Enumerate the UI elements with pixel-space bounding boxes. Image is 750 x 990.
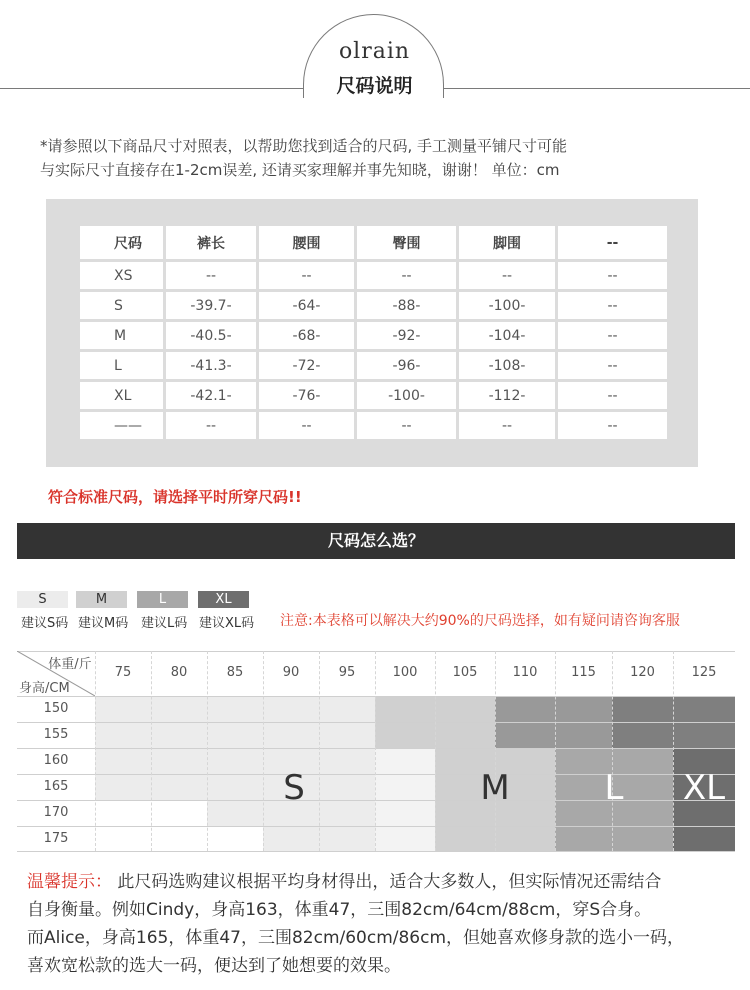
header-cell: 尺码 [80, 226, 163, 259]
grid-row-line [17, 851, 735, 852]
zone-label-s: S [283, 768, 305, 808]
legend-swatch-s: S [17, 591, 68, 608]
size-table-panel [46, 199, 698, 467]
grid-row-line [17, 722, 735, 723]
header-badge [303, 14, 444, 98]
table-cell: XL [80, 382, 163, 409]
legend-item-m [76, 591, 129, 631]
size-zone-cell [207, 826, 263, 851]
table-cell: -41.3- [166, 352, 256, 379]
tip-text-1: 此尺码选购建议根据平均身材得出，适合大多数人，但实际情况还需结合 [112, 872, 662, 892]
table-cell: -72- [259, 352, 354, 379]
legend-swatch-l: L [137, 591, 188, 608]
corner-label-height: 身高/CM [19, 681, 70, 696]
grid-col-line [151, 651, 152, 851]
zone-label-m: M [480, 768, 510, 808]
height-tick-label: 150 [43, 701, 69, 716]
table-row [80, 352, 667, 379]
legend-item-l [137, 591, 188, 631]
grid-col-line [319, 651, 320, 851]
grid-col-line [207, 651, 208, 851]
intro-line-2: 与实际尺寸直接存在1-2cm误差, 还请买家理解并事先知晓，谢谢！ 单位：cm [40, 161, 560, 179]
grid-col-line [673, 651, 674, 851]
table-cell: S [80, 292, 163, 319]
table-row [80, 412, 667, 439]
legend-caption-s: 建议S码 [21, 616, 69, 631]
height-tick-label: 160 [43, 753, 69, 768]
legend-caption-m: 建议M码 [78, 616, 129, 631]
weight-tick-label: 100 [392, 665, 418, 680]
grid-row-line [17, 826, 735, 827]
section-banner: 尺码怎么选？ [17, 523, 735, 559]
table-cell: -40.5- [166, 322, 256, 349]
weight-tick-label: 85 [226, 665, 244, 680]
legend-caption-l: 建议L码 [141, 616, 188, 631]
size-table [77, 223, 670, 442]
legend-note: 注意:本表格可以解决大约90%的尺码选择，如有疑问请咨询客服 [280, 613, 680, 629]
table-cell: -- [558, 322, 667, 349]
weight-tick-label: 105 [452, 665, 478, 680]
table-cell: -39.7- [166, 292, 256, 319]
header-cell: 脚围 [459, 226, 555, 259]
table-row [80, 292, 667, 319]
table-cell: -- [259, 412, 354, 439]
table-header-row [80, 226, 667, 259]
grid-col-line [95, 651, 96, 851]
table-cell: -- [357, 262, 456, 289]
table-cell: -100- [459, 292, 555, 319]
intro-text [40, 134, 720, 182]
table-row [80, 262, 667, 289]
height-tick-label: 155 [43, 727, 69, 742]
table-cell: -68- [259, 322, 354, 349]
zone-label-l: L [604, 768, 624, 808]
weight-tick-label: 110 [512, 665, 538, 680]
corner-label-weight: 体重/斤 [48, 657, 92, 672]
weight-tick-label: 115 [571, 665, 596, 680]
table-cell: -- [558, 382, 667, 409]
grid-row-line [17, 696, 735, 697]
legend-swatch-m: M [76, 591, 127, 608]
height-tick-label: 175 [43, 831, 69, 846]
weight-tick-label: 95 [338, 665, 356, 680]
grid-col-line [435, 651, 436, 851]
table-cell: M [80, 322, 163, 349]
table-cell: -42.1- [166, 382, 256, 409]
legend-item-xl [198, 591, 255, 631]
grid-col-line [495, 651, 496, 851]
grid-col-line [375, 651, 376, 851]
weight-tick-label: 80 [170, 665, 188, 680]
table-cell: L [80, 352, 163, 379]
size-zone-cell [151, 826, 207, 851]
table-cell: -112- [459, 382, 555, 409]
table-cell: -- [259, 262, 354, 289]
brand-logo: olrain [338, 39, 411, 64]
tip-line-3: 而Alice，身高165，体重47，三围82cm/60cm/86cm，但她喜欢修身款的选小一码， [27, 928, 685, 948]
weight-tick-label: 120 [630, 665, 655, 680]
table-cell: -88- [357, 292, 456, 319]
table-cell: -76- [259, 382, 354, 409]
size-zone-cell [151, 800, 207, 826]
header-cell: 腰围 [259, 226, 354, 259]
grid-row-line [17, 651, 735, 652]
table-cell: -- [166, 262, 256, 289]
table-cell: -- [558, 352, 667, 379]
table-cell: —— [80, 412, 163, 439]
grid-col-line [263, 651, 264, 851]
table-cell: -92- [357, 322, 456, 349]
table-cell: -108- [459, 352, 555, 379]
tip-text [27, 868, 745, 980]
table-cell: -96- [357, 352, 456, 379]
height-tick-label: 165 [43, 779, 69, 794]
table-cell: -- [558, 292, 667, 319]
table-cell: -104- [459, 322, 555, 349]
size-notice: 符合标准尺码，请选择平时所穿尺码!! [48, 488, 302, 506]
table-cell: -- [357, 412, 456, 439]
table-row [80, 382, 667, 409]
height-tick-label: 170 [43, 805, 69, 820]
legend-swatch-xl: XL [198, 591, 249, 608]
grid-col-line [612, 651, 613, 851]
grid-row-line [17, 748, 735, 749]
table-row [80, 322, 667, 349]
header-cell: 臀围 [357, 226, 456, 259]
table-cell: -- [558, 262, 667, 289]
tip-line-4: 喜欢宽松款的选大一码，便达到了她想要的效果。 [27, 956, 401, 976]
page-title: 尺码说明 [336, 75, 413, 97]
table-cell: -- [459, 262, 555, 289]
table-cell: -100- [357, 382, 456, 409]
grid-col-line [555, 651, 556, 851]
table-cell: -- [459, 412, 555, 439]
header-cell: -- [558, 226, 667, 259]
table-cell: -64- [259, 292, 354, 319]
table-cell: -- [166, 412, 256, 439]
legend-item-s [17, 591, 69, 631]
weight-tick-label: 75 [114, 665, 132, 680]
table-cell: XS [80, 262, 163, 289]
tip-line-1 [27, 868, 745, 896]
table-cell: -- [558, 412, 667, 439]
legend-caption-xl: 建议XL码 [199, 616, 255, 631]
weight-tick-label: 125 [691, 665, 717, 680]
size-chart-grid [17, 651, 735, 851]
header-cell: 裤长 [166, 226, 256, 259]
tip-label: 温馨提示： [27, 872, 112, 892]
zone-label-xl: XL [682, 768, 726, 808]
tip-line-2: 自身衡量。例如Cindy，身高163，体重47，三围82cm/64cm/88cm，穿S合身。 [27, 900, 652, 920]
weight-tick-label: 90 [282, 665, 300, 680]
intro-line-1: *请参照以下商品尺寸对照表，以帮助您找到适合的尺码, 手工测量平铺尺寸可能 [40, 137, 568, 155]
